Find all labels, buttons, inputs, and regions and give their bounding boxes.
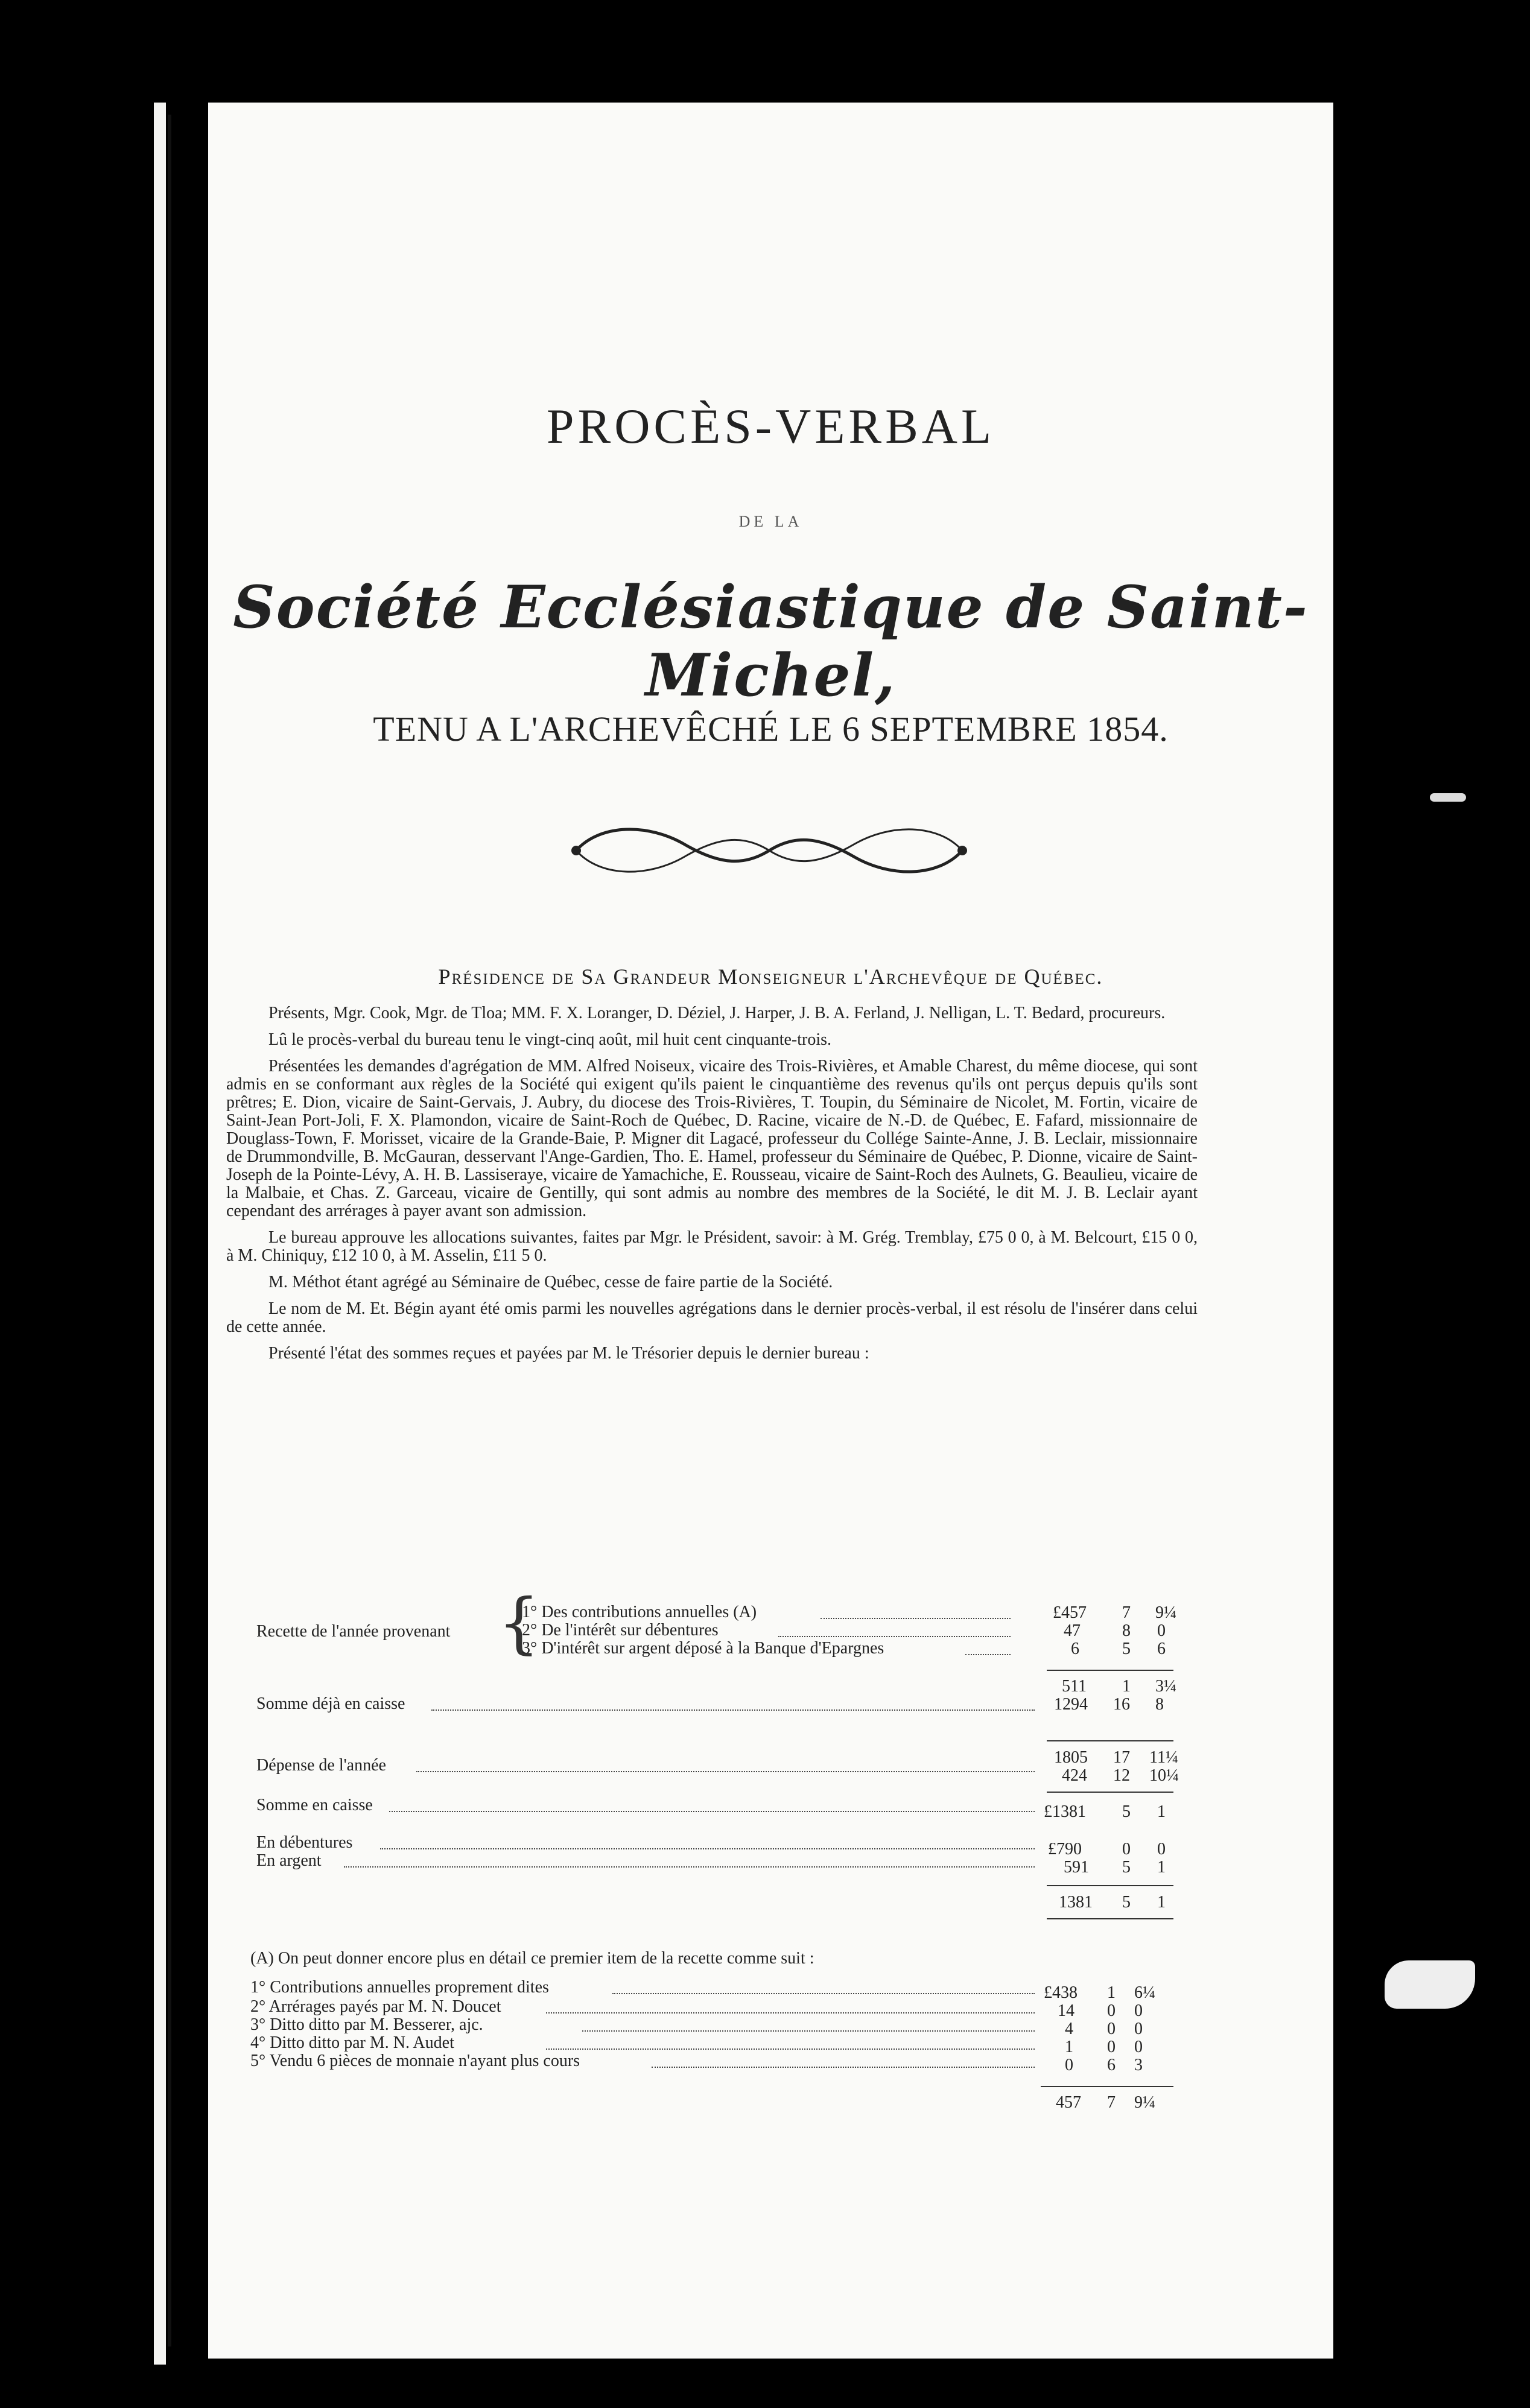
meeting-date-line: TENU A L'ARCHEVÊCHÉ LE 6 SEPTEMBRE 1854. <box>373 709 1169 749</box>
detail-item-3: 3° Ditto ditto par M. Besserer, ajc. <box>250 2015 483 2034</box>
detail-4-pence: 0 <box>1134 2038 1143 2056</box>
subtotal2-pounds: 1805 <box>1054 1748 1088 1767</box>
document-page <box>208 103 1333 2359</box>
detail-5-pence: 3 <box>1134 2056 1143 2074</box>
depense-label: Dépense de l'année <box>256 1756 386 1775</box>
detail-1-pounds: £438 <box>1044 1983 1078 2002</box>
detail-3-pence: 0 <box>1134 2020 1143 2038</box>
paragraph-lu: Lû le procès-verbal du bureau tenu le vingt-cinq août, mil huit cent cinquante-trois. <box>268 1030 832 1049</box>
detail-total-pounds: 457 <box>1056 2093 1081 2112</box>
argent-label: En argent <box>256 1851 322 1870</box>
note-a: (A) On peut donner encore plus en détail ce premier item de la recette comme suit : <box>250 1949 814 1968</box>
presidence-line: Présidence de Sa Grandeur Monseigneur l'Archevêque de Québec. <box>438 965 1103 989</box>
somme-caisse-shillings: 5 <box>1122 1802 1131 1821</box>
detail-4-pounds: 1 <box>1065 2038 1073 2056</box>
debentures-pounds: £790 <box>1048 1840 1082 1858</box>
depense-shillings: 12 <box>1113 1766 1130 1785</box>
subtotal1-shillings: 1 <box>1122 1677 1131 1696</box>
detail-3-shillings: 0 <box>1107 2020 1116 2038</box>
recette-label: Recette de l'année provenant <box>256 1622 451 1641</box>
somme-deja-label: Somme déjà en caisse <box>256 1694 405 1713</box>
recette-3-pence: 6 <box>1157 1640 1166 1658</box>
detail-4-shillings: 0 <box>1107 2038 1116 2056</box>
society-name: Société Ecclésiastique de Saint-Michel, <box>233 573 1309 709</box>
total-caisse-pounds: 1381 <box>1059 1893 1093 1912</box>
detail-1-shillings: 1 <box>1107 1983 1116 2002</box>
detail-5-shillings: 6 <box>1107 2056 1116 2074</box>
somme-caisse-label: Somme en caisse <box>256 1796 373 1814</box>
argent-shillings: 5 <box>1122 1858 1131 1877</box>
argent-pence: 1 <box>1157 1858 1166 1877</box>
recette-item-3: 3° D'intérêt sur argent déposé à la Banque d'Epargnes <box>522 1639 884 1658</box>
recette-2-pounds: 47 <box>1064 1621 1081 1640</box>
recette-3-pounds: 6 <box>1071 1640 1079 1658</box>
subtotal2-pence: 11¼ <box>1149 1748 1178 1767</box>
somme-deja-shillings: 16 <box>1113 1695 1130 1714</box>
left-page-edge <box>154 103 166 2365</box>
depense-pence: 10¼ <box>1149 1766 1179 1785</box>
detail-3-pounds: 4 <box>1065 2020 1073 2038</box>
rule-subtotal-2 <box>1047 1740 1173 1741</box>
debentures-shillings: 0 <box>1122 1840 1131 1858</box>
page-title: PROCÈS-VERBAL <box>546 399 995 454</box>
recette-1-pence: 9¼ <box>1155 1603 1176 1622</box>
argent-pounds: 591 <box>1064 1858 1089 1877</box>
detail-total-shillings: 7 <box>1107 2093 1116 2112</box>
subtotal1-pounds: 511 <box>1062 1677 1087 1696</box>
paragraph-allocations: Le bureau approuve les allocations suivantes, faites par Mgr. le Président, savoir: à M. Grég. Tremblay, £75 0 0, à M. Belcourt, £15 0 0, à M. Chiniquy, £12 10 0, à M. Asselin, £11 5 0. <box>226 1228 1198 1265</box>
total-caisse-pence: 1 <box>1157 1893 1166 1912</box>
paragraph-etat: Présenté l'état des sommes reçues et payées par M. le Trésorier depuis le dernier bureau : <box>268 1344 869 1363</box>
recette-item-1: 1° Des contributions annuelles (A) <box>522 1603 757 1621</box>
debris-fiber <box>1385 1960 1475 2009</box>
detail-2-pounds: 14 <box>1058 2001 1074 2020</box>
paragraph-agregation: Présentées les demandes d'agrégation de MM. Alfred Noiseux, vicaire des Trois-Rivières, et Amable Charest, du même diocese, qui sont admis en se conformant aux règles de la Société qui exigent qu'ils paient le cinquantième des revenus qu'ils ont perçus depuis qu'ils sont prêtres; E. Dion, vicaire de Saint-Gervais, J. Aubry, du diocese des Trois-Rivières, T. Toupin, du Séminaire de Nicolet, M. Fortin, vicaire de Saint-Jean Port-Joli, F. X. Plamondon, vicaire de Saint-Roch de Québec, D. Racine, vicaire de N.-D. de Québec, E. Fafard, missionnaire de Douglass-Town, F. Morisset, vicaire de la Grande-Baie, P. Migner dit Lagacé, professeur du Collége Sainte-Anne, J. B. Leclair, missionnaire de Drummondville, B. McGauran, desservant l'Ange-Gardien, Tho. E. Hamel, professeur du Séminaire de Québec, P. Dionne, vicaire de Saint-Joseph de la Pointe-Lévy, A. H. B. Lassiseraye, vicaire de Yamachiche, E. Rousseau, vicaire de Saint-Roch des Aulnets, G. Beaulieu, vicaire de la Malbaie, et Chas. Z. Garceau, vicaire de Gentilly, qui sont admis au nombre des membres de la Société, le dit M. J. B. Leclair ayant cependant des arrérages à payer avant son admission. <box>226 1057 1198 1220</box>
left-page-shadow <box>168 115 171 2346</box>
detail-5-pounds: 0 <box>1065 2056 1073 2074</box>
debentures-pence: 0 <box>1157 1840 1166 1858</box>
paragraph-methot: M. Méthot étant agrégé au Séminaire de Québec, cesse de faire partie de la Société. <box>268 1273 833 1291</box>
recette-2-shillings: 8 <box>1122 1621 1131 1640</box>
somme-deja-pounds: 1294 <box>1054 1695 1088 1714</box>
paragraph-begin: Le nom de M. Et. Bégin ayant été omis parmi les nouvelles agrégations dans le dernier procès-verbal, il est résolu de l'insérer dans celui de cette année. <box>226 1299 1198 1336</box>
somme-caisse-pence: 1 <box>1157 1802 1166 1821</box>
recette-1-shillings: 7 <box>1122 1603 1131 1622</box>
subtotal1-pence: 3¼ <box>1155 1677 1176 1696</box>
recette-2-pence: 0 <box>1157 1621 1166 1640</box>
rule-detail-total <box>1041 2086 1173 2087</box>
detail-item-4: 4° Ditto ditto par M. N. Audet <box>250 2033 454 2052</box>
rule-total-caisse-bottom <box>1047 1918 1173 1919</box>
detail-item-1: 1° Contributions annuelles proprement dites <box>250 1978 549 1997</box>
detail-1-pence: 6¼ <box>1134 1983 1155 2002</box>
paragraph-presents: Présents, Mgr. Cook, Mgr. de Tloa; MM. F. X. Loranger, D. Déziel, J. Harper, J. B. A. Ferland, J. Nelligan, L. T. Bedard, procureurs. <box>268 1004 1166 1022</box>
somme-caisse-pounds: £1381 <box>1044 1802 1086 1821</box>
debentures-label: En débentures <box>256 1833 353 1852</box>
rule-subtotal-1 <box>1047 1670 1173 1671</box>
recette-item-2: 2° De l'intérêt sur débentures <box>522 1621 719 1640</box>
minutes-body <box>226 1004 1198 1363</box>
detail-item-2: 2° Arrérages payés par M. N. Doucet <box>250 1997 501 2016</box>
de-la-line: DE LA <box>738 513 803 530</box>
debris-mark <box>1430 793 1466 802</box>
depense-pounds: 424 <box>1062 1766 1087 1785</box>
recette-3-shillings: 5 <box>1122 1640 1131 1658</box>
recette-1-pounds: £457 <box>1053 1603 1087 1622</box>
detail-total-pence: 9¼ <box>1134 2093 1155 2112</box>
detail-2-shillings: 0 <box>1107 2001 1116 2020</box>
detail-item-5: 5° Vendu 6 pièces de monnaie n'ayant plus cours <box>250 2052 580 2070</box>
ornament-flourish <box>564 817 974 884</box>
brace-symbol: { <box>498 1584 540 1661</box>
rule-caisse <box>1047 1792 1173 1793</box>
somme-deja-pence: 8 <box>1155 1695 1164 1714</box>
subtotal2-shillings: 17 <box>1113 1748 1130 1767</box>
rule-total-caisse <box>1047 1885 1173 1886</box>
detail-2-pence: 0 <box>1134 2001 1143 2020</box>
total-caisse-shillings: 5 <box>1122 1893 1131 1912</box>
